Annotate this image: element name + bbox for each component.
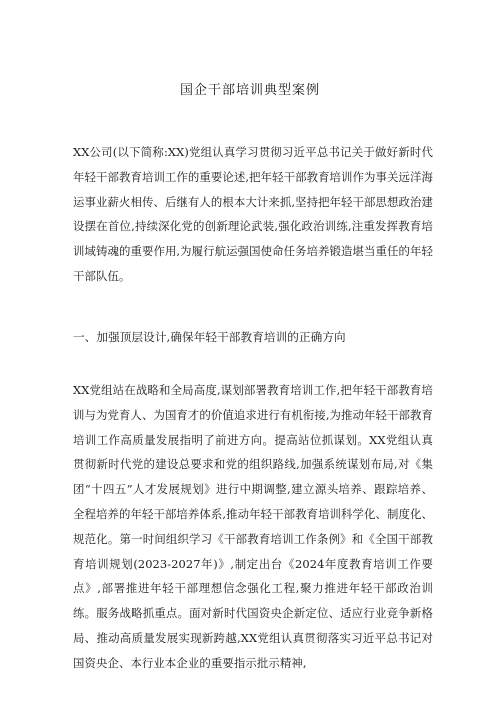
intro-paragraph: XX公司(以下简称:XX)党组认真学习贯彻习近平总书记关于做好新时代年轻干部教育培训工作的重要论述,把年轻干部教育培训作为事关远洋海运事业薪火相传、后继有人的根本大计来抓,坚持把年轻干部思想政治建设摆在首位,持续深化党的创新理论武装,强化政治训练,注重发挥教育培训域铸魂的重要作用,为履行航运强国使命任务培养锻造堪当重任的年轻干部队伍。	[73, 145, 433, 283]
section-body-paragraph: XX党组站在战略和全局高度,谋划部署教育培训工作,把年轻干部教育培训与为党育人、为国育才的价值追求进行有机衔接,为推动年轻干部教育培训工作高质量发展指明了前进方向。提高站位抓谋划。XX党组认真贯彻新时代党的建设总要求和党的组织路线,加强系统谋划布局,对《集团“十四五”人才发展规划》进行中期调整,建立源头培养、跟踪培养、全程培养的年轻干部培养体系,推动年轻干部教育培训科学化、制度化、规范化。第一时间组织学习《干部教育培训工作条例》和《全国干部教育培训规划(2023-2027年)》,制定出台《2024年度教育培训工作要点》,部署推进年轻干部理想信念强化工程,聚力推进年轻干部政治训练。服务战略抓重点。面对新时代国资央企新定位、适应行业竞争新格局、推动高质量发展实现新跨越,XX党组认真贯彻落实习近平总书记对国资央企、本行业本企业的重要指示批示精神,	[73, 383, 433, 670]
document-title: 国企干部培训典型案例	[179, 83, 320, 98]
section-heading: 一、加强顶层设计,确保年轻干部教育培训的正确方向	[73, 330, 346, 344]
